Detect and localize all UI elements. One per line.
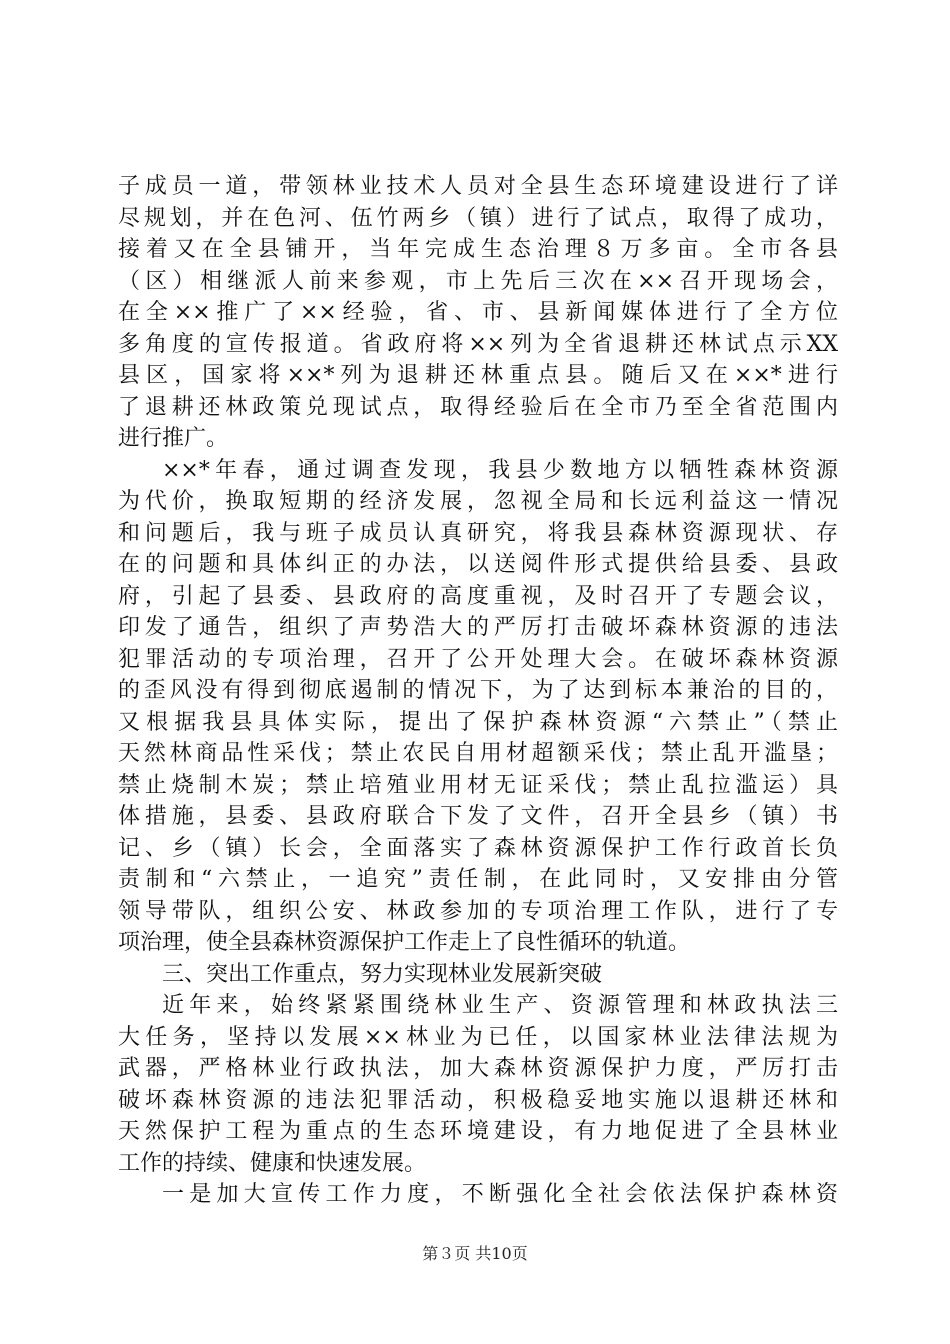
text-line: 近年来，始终紧紧围绕林业生产、资源管理和林政执法三: [162, 993, 838, 1018]
text-line: 天然保护工程为重点的生态环境建设，有力地促进了全县林业: [118, 1119, 838, 1144]
text-line: 为代价，换取短期的经济发展，忽视全局和长远利益这一情况: [118, 489, 838, 514]
text-line: ××*年春，通过调查发现，我县少数地方以牺牲森林资源: [162, 457, 838, 483]
text-line: 犯罪活动的专项治理，召开了公开处理大会。在破坏森林资源: [118, 646, 838, 672]
text-line: 破坏森林资源的违法犯罪活动，积极稳妥地实施以退耕还林和: [118, 1087, 838, 1113]
text-line: 领导带队，组织公安、林政参加的专项治理工作队，进行了专: [118, 898, 838, 924]
text-line: 子成员一道，带领林业技术人员对全县生态环境建设进行了详: [118, 174, 838, 199]
document-body: [118, 171, 838, 1211]
text-line: 进行推广。: [118, 426, 229, 451]
text-line: 接着又在全县铺开，当年完成生态治理８万多亩。全市各县: [118, 237, 838, 262]
text-line: （区）相继派人前来参观，市上先后三次在××召开现场会，: [118, 268, 838, 294]
text-line: 武器，严格林业行政执法，加大森林资源保护力度，严厉打击: [118, 1056, 838, 1081]
text-line: 县区，国家将××*列为退耕还林重点县。随后又在××*进行: [118, 363, 838, 388]
text-line: 体措施，县委、县政府联合下发了文件，召开全县乡（镇）书: [118, 804, 838, 829]
text-line: 尽规划，并在色河、伍竹两乡（镇）进行了试点，取得了成功，: [118, 205, 838, 231]
text-line: 一是加大宣传工作力度，不断强化全社会依法保护森林资: [162, 1182, 838, 1207]
text-line: 在的问题和具体纠正的办法，以送阅件形式提供给县委、县政: [118, 552, 838, 577]
text-line: 大任务，坚持以发展××林业为已任，以国家林业法律法规为: [118, 1024, 838, 1050]
page-footer: 第３页 共10页: [422, 1244, 528, 1263]
text-line: 印发了通告，组织了声势浩大的严厉打击破坏森林资源的违法: [118, 615, 838, 640]
text-line: 工作的持续、健康和快速发展。: [118, 1150, 427, 1176]
text-line: 府，引起了县委、县政府的高度重视，及时召开了专题会议，: [118, 583, 838, 609]
text-line: 三、突出工作重点，努力实现林业发展新突破: [162, 961, 603, 987]
text-line: 在全××推广了××经验，省、市、县新闻媒体进行了全方位: [118, 300, 838, 325]
text-line: 记、乡（镇）长会，全面落实了森林资源保护工作行政首长负: [118, 835, 838, 861]
text-line: 禁止烧制木炭；禁止培殖业用材无证采伐；禁止乱拉滥运）具: [118, 772, 838, 798]
text-line: 责制和“六禁止，一追究”责任制，在此同时，又安排由分管: [118, 867, 838, 892]
text-line: 的歪风没有得到彻底遏制的情况下，为了达到标本兼治的目的，: [118, 678, 838, 703]
text-line: 天然林商品性采伐；禁止农民自用材超额采伐；禁止乱开滥垦；: [118, 741, 838, 766]
text-line: 又根据我县具体实际，提出了保护森林资源“六禁止”（禁止: [118, 709, 838, 735]
text-line: 了退耕还林政策兑现试点，取得经验后在全市乃至全省范围内: [118, 394, 838, 420]
text-line: 项治理，使全县森林资源保护工作走上了良性循环的轨道。: [118, 930, 691, 955]
text-line: 多角度的宣传报道。省政府将××列为全省退耕还林试点示XX: [118, 331, 838, 357]
text-line: 和问题后，我与班子成员认真研究，将我县森林资源现状、存: [118, 520, 838, 546]
